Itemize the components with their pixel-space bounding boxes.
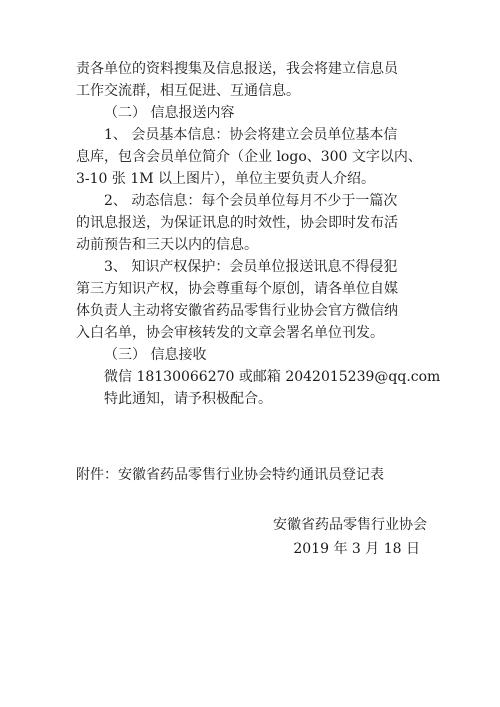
paragraph-line: 息库，包含会员单位简介（企业 logo、300 文字以内、 xyxy=(76,149,422,165)
paragraph-line: 第三方知识产权，协会尊重每个原创，请各单位自媒 xyxy=(76,281,398,297)
signature-organization: 安徽省药品零售行业协会 xyxy=(273,517,427,533)
document-body xyxy=(76,58,441,410)
contact-line: 微信 18130066270 或邮箱 2042015239@qq.com xyxy=(104,369,441,385)
section-heading-info-content: （二） 信息报送内容 xyxy=(104,105,235,121)
paragraph-line: 3-10 张 1M 以上图片），单位主要负责人介绍。 xyxy=(76,171,376,187)
attachment-note: 附件：安徽省药品零售行业协会特约通讯员登记表 xyxy=(76,467,384,483)
paragraph-line: 动前预告和三天以内的信息。 xyxy=(76,237,258,253)
paragraph-line: 责各单位的资料搜集及信息报送，我会将建立信息员 xyxy=(76,61,398,77)
paragraph-line: 1、 会员基本信息：协会将建立会员单位基本信 xyxy=(104,127,398,143)
paragraph-line: 3、 知识产权保护：会员单位报送讯息不得侵犯 xyxy=(104,259,398,275)
paragraph-line: 工作交流群，相互促进、互通信息。 xyxy=(76,83,300,99)
paragraph-line: 体负责人主动将安徽省药品零售行业协会官方微信纳 xyxy=(76,303,398,319)
paragraph-line: 2、 动态信息：每个会员单位每月不少于一篇次 xyxy=(104,193,398,209)
paragraph-line: 入白名单，协会审核转发的文章会署名单位刊发。 xyxy=(76,325,384,341)
section-heading-info-receive: （三） 信息接收 xyxy=(104,347,207,363)
signature-date: 2019 年 3 月 18 日 xyxy=(293,541,420,557)
paragraph-line: 的讯息报送，为保证讯息的时效性，协会即时发布活 xyxy=(76,215,398,231)
closing-line: 特此通知，请予积极配合。 xyxy=(104,391,272,407)
